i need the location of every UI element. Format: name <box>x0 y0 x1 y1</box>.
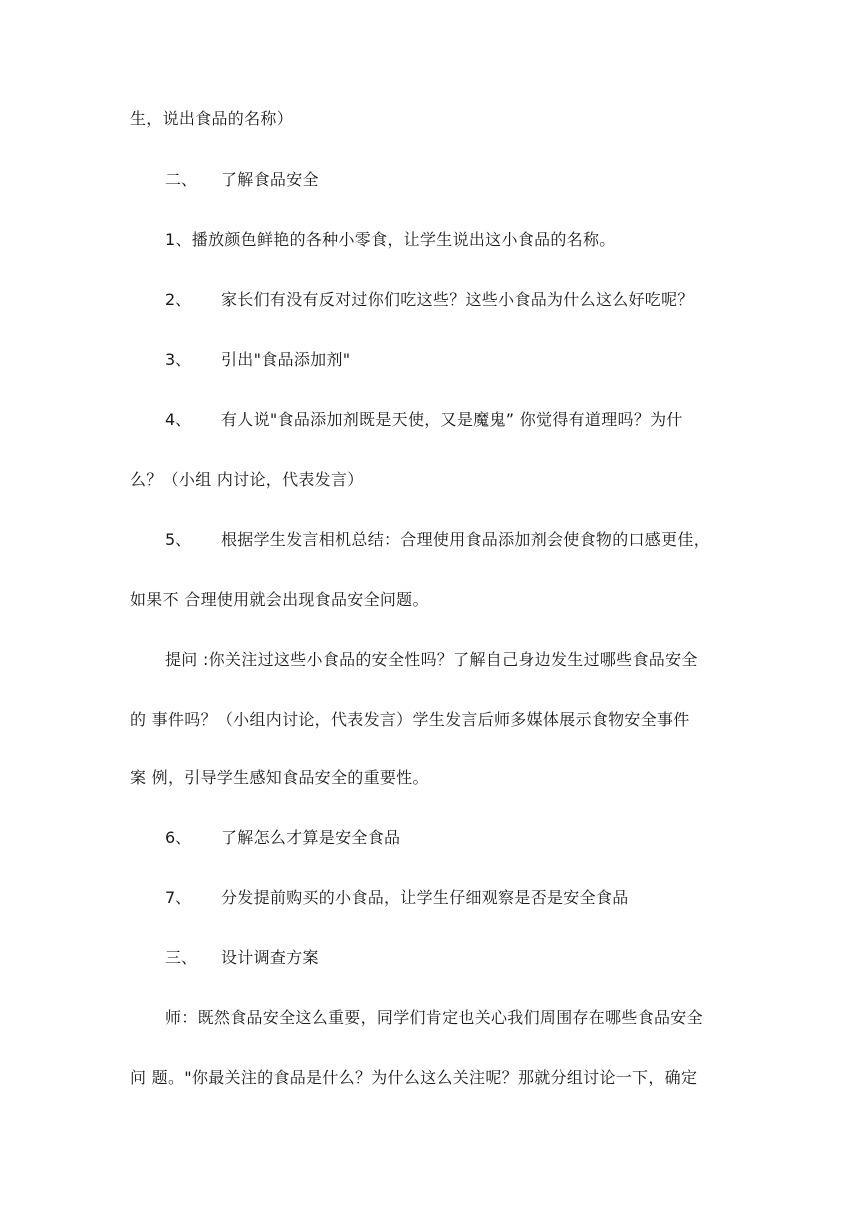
paragraph-line: 生，说出食品的名称） <box>130 109 294 128</box>
list-item-text: 家长们有没有反对过你们吃这些？这些小食品为什么这么好吃呢？ <box>221 290 694 309</box>
list-item-text: 引出"食品添加剂" <box>221 350 351 369</box>
list-item-number: 3、 <box>165 350 192 369</box>
paragraph-line: 师：既然食品安全这么重要，同学们肯定也关心我们周围存在哪些食品安全 <box>165 1008 703 1027</box>
section-heading: 了解食品安全 <box>221 170 319 189</box>
section-number: 三、 <box>165 948 198 967</box>
list-item-text: 了解怎么才算是安全食品 <box>221 828 401 847</box>
paragraph-line: 案 例，引导学生感知食品安全的重要性。 <box>130 768 429 787</box>
section-number: 二、 <box>165 170 198 189</box>
paragraph-line: 问 题。"你最关注的食品是什么？为什么这么关注呢？那就分组讨论一下，确定 <box>130 1068 698 1087</box>
list-item-number: 7、 <box>165 888 192 907</box>
paragraph-line: 提问 :你关注过这些小食品的安全性吗？了解自己身边发生过哪些食品安全 <box>165 650 698 669</box>
list-item-number: 5、 <box>165 530 192 549</box>
list-item-number: 4、 <box>165 410 192 429</box>
list-item-number: 6、 <box>165 828 192 847</box>
list-item-text: 分发提前购买的小食品，让学生仔细观察是否是安全食品 <box>221 888 629 907</box>
paragraph-line: 如果不 合理使用就会出现食品安全问题。 <box>130 590 429 609</box>
list-item: 1、播放颜色鲜艳的各种小零食，让学生说出这小食品的名称。 <box>165 230 616 249</box>
paragraph-line: 么？（小组 内讨论，代表发言） <box>130 470 364 489</box>
paragraph-line: 的 事件吗？（小组内讨论，代表发言）学生发言后师多媒体展示食物安全事件 <box>130 710 690 729</box>
list-item-number: 2、 <box>165 290 192 309</box>
list-item-text: 有人说"食品添加剂既是天使，又是魔鬼” 你觉得有道理吗？为什 <box>221 410 683 429</box>
list-item-text: 根据学生发言相机总结：合理使用食品添加剂会使食物的口感更佳， <box>221 530 711 549</box>
section-heading: 设计调查方案 <box>221 948 319 967</box>
